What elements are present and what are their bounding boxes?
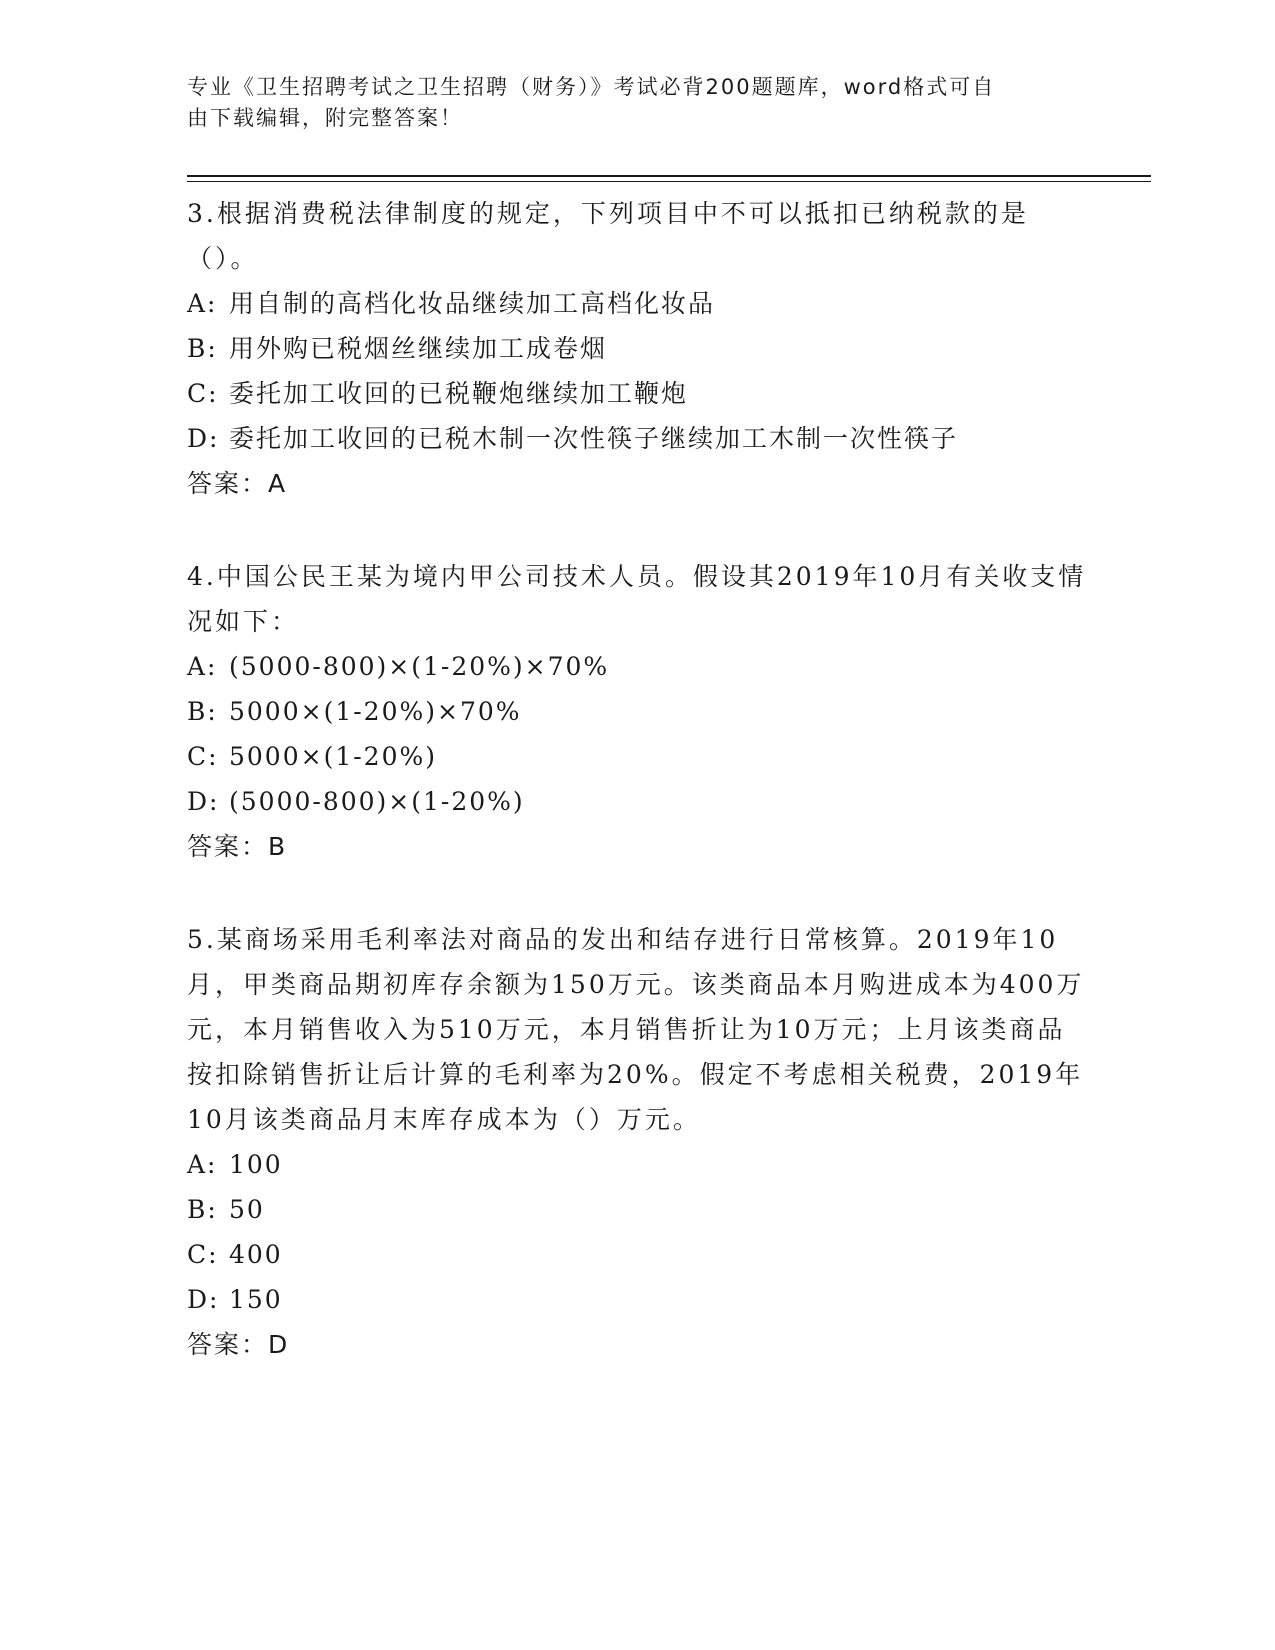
option-text: (5000-800)×(1-20%)×70% (229, 652, 610, 681)
option-label: A: (187, 652, 218, 681)
header-line-2: 由下载编辑，附完整答案！ (187, 106, 463, 130)
question-stem: 3.根据消费税法律制度的规定，下列项目中不可以抵扣已纳税款的是（）。 (187, 199, 1029, 273)
answer-text: 答案：B (187, 832, 288, 861)
option-c (187, 371, 1087, 416)
answer-text: 答案：D (187, 1330, 290, 1359)
option-text: 5000×(1-20%) (229, 742, 437, 771)
option-c (187, 1232, 1087, 1277)
option-b (187, 1187, 1087, 1232)
option-b (187, 689, 1087, 734)
option-label: C: (187, 379, 219, 408)
option-d (187, 779, 1087, 824)
option-text: 100 (229, 1150, 283, 1179)
option-text: 400 (229, 1240, 283, 1269)
option-text: 用自制的高档化妆品继续加工高档化妆品 (229, 289, 716, 318)
option-label: B: (187, 334, 218, 363)
option-text: 用外购已税烟丝继续加工成卷烟 (229, 334, 608, 363)
option-label: A: (187, 1150, 218, 1179)
option-b (187, 326, 1087, 371)
option-text: 5000×(1-20%)×70% (229, 697, 522, 726)
option-text: 150 (229, 1285, 283, 1314)
option-label: D: (187, 1285, 220, 1314)
option-label: C: (187, 1240, 219, 1269)
header-line-1: 专业《卫生招聘考试之卫生招聘（财务）》考试必背200题题库，word格式可自 (187, 75, 996, 99)
question-3 (187, 191, 1087, 506)
question-stem: 5.某商场采用毛利率法对商品的发出和结存进行日常核算。2019年10月，甲类商品期初库存余额为150万元。该类商品本月购进成本为400万元，本月销售收入为510万元，本月销售折让为10万元；上月该类商品按扣除销售折让后计算的毛利率为20%。假定不考虑相关税费，2019年10月该类商品月末库存成本为（）万元。 (187, 925, 1085, 1134)
option-d (187, 1277, 1087, 1322)
option-a (187, 1142, 1087, 1187)
question-stem: 4.中国公民王某为境内甲公司技术人员。假设其2019年10月有关收支情况如下： (187, 562, 1087, 636)
option-text: 50 (229, 1195, 265, 1224)
option-a (187, 644, 1087, 689)
option-label: C: (187, 742, 219, 771)
option-text: (5000-800)×(1-20%) (229, 787, 525, 816)
answer-text: 答案：A (187, 469, 288, 498)
question-4 (187, 554, 1087, 869)
header-divider-thin (187, 181, 1151, 182)
question-list (187, 191, 1087, 1367)
question-5 (187, 917, 1087, 1367)
option-label: A: (187, 289, 218, 318)
option-d (187, 416, 1087, 461)
header-divider-thick (187, 175, 1151, 177)
option-text: 委托加工收回的已税鞭炮继续加工鞭炮 (229, 379, 689, 408)
document-header (187, 72, 1067, 134)
option-label: B: (187, 1195, 218, 1224)
option-label: D: (187, 787, 220, 816)
option-c (187, 734, 1087, 779)
option-a (187, 281, 1087, 326)
option-text: 委托加工收回的已税木制一次性筷子继续加工木制一次性筷子 (229, 424, 959, 453)
option-label: D: (187, 424, 220, 453)
option-label: B: (187, 697, 218, 726)
